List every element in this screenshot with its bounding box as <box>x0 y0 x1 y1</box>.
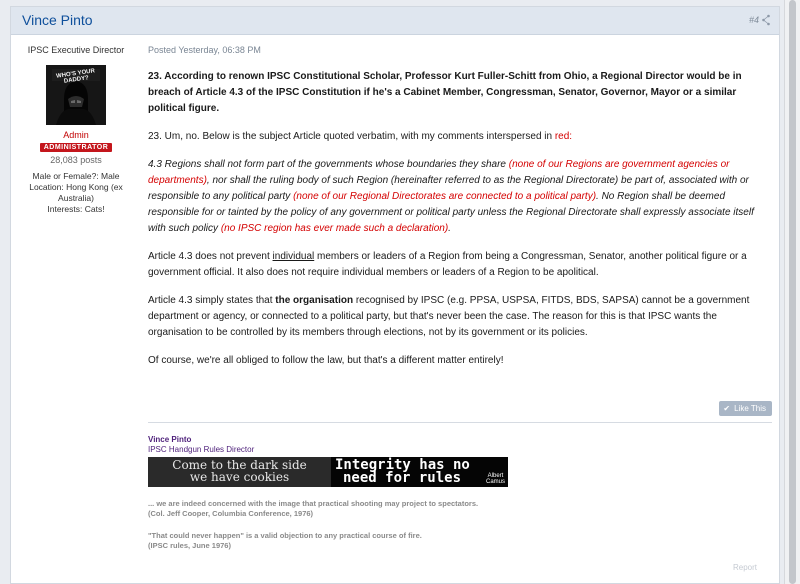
banner-left-line-1: Come to the dark side <box>172 458 307 472</box>
like-button-label: Like This <box>734 404 766 413</box>
avatar-caption: WHO'S YOUR DADDY? <box>55 68 96 85</box>
share-icon[interactable] <box>761 13 771 27</box>
post-author-link[interactable]: Vince Pinto <box>22 12 93 28</box>
paragraph-individual <box>148 249 770 281</box>
p3-text-a: Article 4.3 does not prevent <box>148 251 273 262</box>
banner-left-line-2: we have cookies <box>189 470 290 484</box>
signature-quote-cooper <box>148 499 770 519</box>
quoted-question: 23. According to renown IPSC Constitutional Scholar, Professor Kurt Fuller-Schitt from Ohio, a Regional Director would be in breach of Article 4.3 of the IPSC Constitution if he's a Cabinet Member, Congressman, Senator, Governor, Mayor or a similar political figure. <box>148 71 742 114</box>
admin-badge: ADMINISTRATOR <box>40 143 113 152</box>
article-end: . <box>448 223 451 234</box>
scrollbar[interactable] <box>784 0 800 584</box>
banner-right-line-2: need for rules <box>343 470 462 486</box>
p3-text-b: members or leaders of a Region from being a Congressman, Senator, another political figure or a government official. It also does not require individual members or leaders of a Region to be apolitical. <box>148 251 747 278</box>
signature-title: IPSC Handgun Rules Director <box>148 445 255 454</box>
banner-integrity <box>331 457 508 487</box>
post-content <box>148 45 770 369</box>
paragraph-organisation <box>148 293 770 341</box>
reply-intro-text: 23. Um, no. Below is the subject Article quoted verbatim, with my comments interspersed in <box>148 131 555 142</box>
quote-2-line-1: "That could never happen" is a valid objection to any practical course of fire. <box>148 531 422 540</box>
signature <box>148 435 770 551</box>
user-field-location: Location: Hong Kong (ex Australia) <box>29 182 123 203</box>
like-row <box>148 401 772 423</box>
user-title: IPSC Executive Director <box>27 45 125 55</box>
user-info-panel <box>11 45 141 215</box>
post-count: 28,083 posts <box>50 155 102 165</box>
article-text-1: 4.3 Regions shall not form part of the governments whose boundaries they share <box>148 159 509 170</box>
user-custom-fields <box>11 171 141 215</box>
article-comment-1: (none of our Regions are government agencies or departments) <box>148 159 730 186</box>
user-role: Admin <box>63 130 89 140</box>
reply-intro-red: red: <box>554 131 573 142</box>
article-comment-3: (no IPSC region has ever made such a declaration) <box>220 223 449 234</box>
forum-post <box>10 6 780 584</box>
avatar[interactable] <box>46 65 106 125</box>
article-text-3: . No Region shall be deemed responsible for or tainted by the policy of any government or political party unless the Regional Directorate shall expressly associate itself with such policy <box>148 191 754 234</box>
user-field-gender: Male or Female?: Male <box>32 171 120 181</box>
signature-name: Vince Pinto <box>148 435 192 444</box>
like-button[interactable] <box>719 401 772 416</box>
article-comment-2: (none of our Regional Directorates are connected to a political party) <box>293 191 597 202</box>
paragraph-law: Of course, we're all obliged to follow the law, but that's a different matter entirely! <box>148 355 504 366</box>
p4-text-c: recognised by IPSC (e.g. PPSA, USPSA, FITDS, BDS, SAPSA) cannot be a government department or agency, or connected to a political party, but that's never been the case. The reason for this is that IPSC wants the organisation to be controlled by its members through elections, not by its government or its policies. <box>148 295 750 338</box>
quote-1-line-1: ... we are indeed concerned with the image that practical shooting may project to spectators. <box>148 499 479 508</box>
post-date: Posted Yesterday, 06:38 PM <box>148 45 261 55</box>
banner-dark-side <box>148 457 331 487</box>
user-field-interests: Interests: Cats! <box>47 204 105 214</box>
banner-attribution <box>486 473 505 485</box>
article-text-2: , nor shall the ruling body of such Region (hereinafter referred to as the Regional Directorate) be part of, associated with or responsible to any political party <box>148 175 749 202</box>
banner-attrib-line-1: Albert <box>487 473 504 479</box>
post-header <box>11 7 779 35</box>
reply-intro <box>148 129 770 145</box>
p3-underlined: individual <box>272 251 315 262</box>
banner-right-line-1: Integrity has no <box>335 457 470 473</box>
checkmark-icon: ✔ <box>723 404 731 413</box>
p4-text-a: Article 4.3 simply states that <box>148 295 276 306</box>
quote-2-line-2: (IPSC rules, June 1976) <box>148 541 231 550</box>
quote-1-line-2: (Col. Jeff Cooper, Columbia Conference, 1976) <box>148 509 314 518</box>
report-link[interactable]: Report <box>732 563 757 572</box>
banner-attrib-line-2: Camus <box>485 479 505 485</box>
p4-bold: the organisation <box>275 295 354 306</box>
signature-banner <box>148 457 508 487</box>
article-quote <box>148 157 770 237</box>
signature-quote-rules <box>148 531 770 551</box>
post-number-link[interactable]: #4 <box>748 15 759 25</box>
scrollbar-thumb[interactable] <box>789 0 796 584</box>
